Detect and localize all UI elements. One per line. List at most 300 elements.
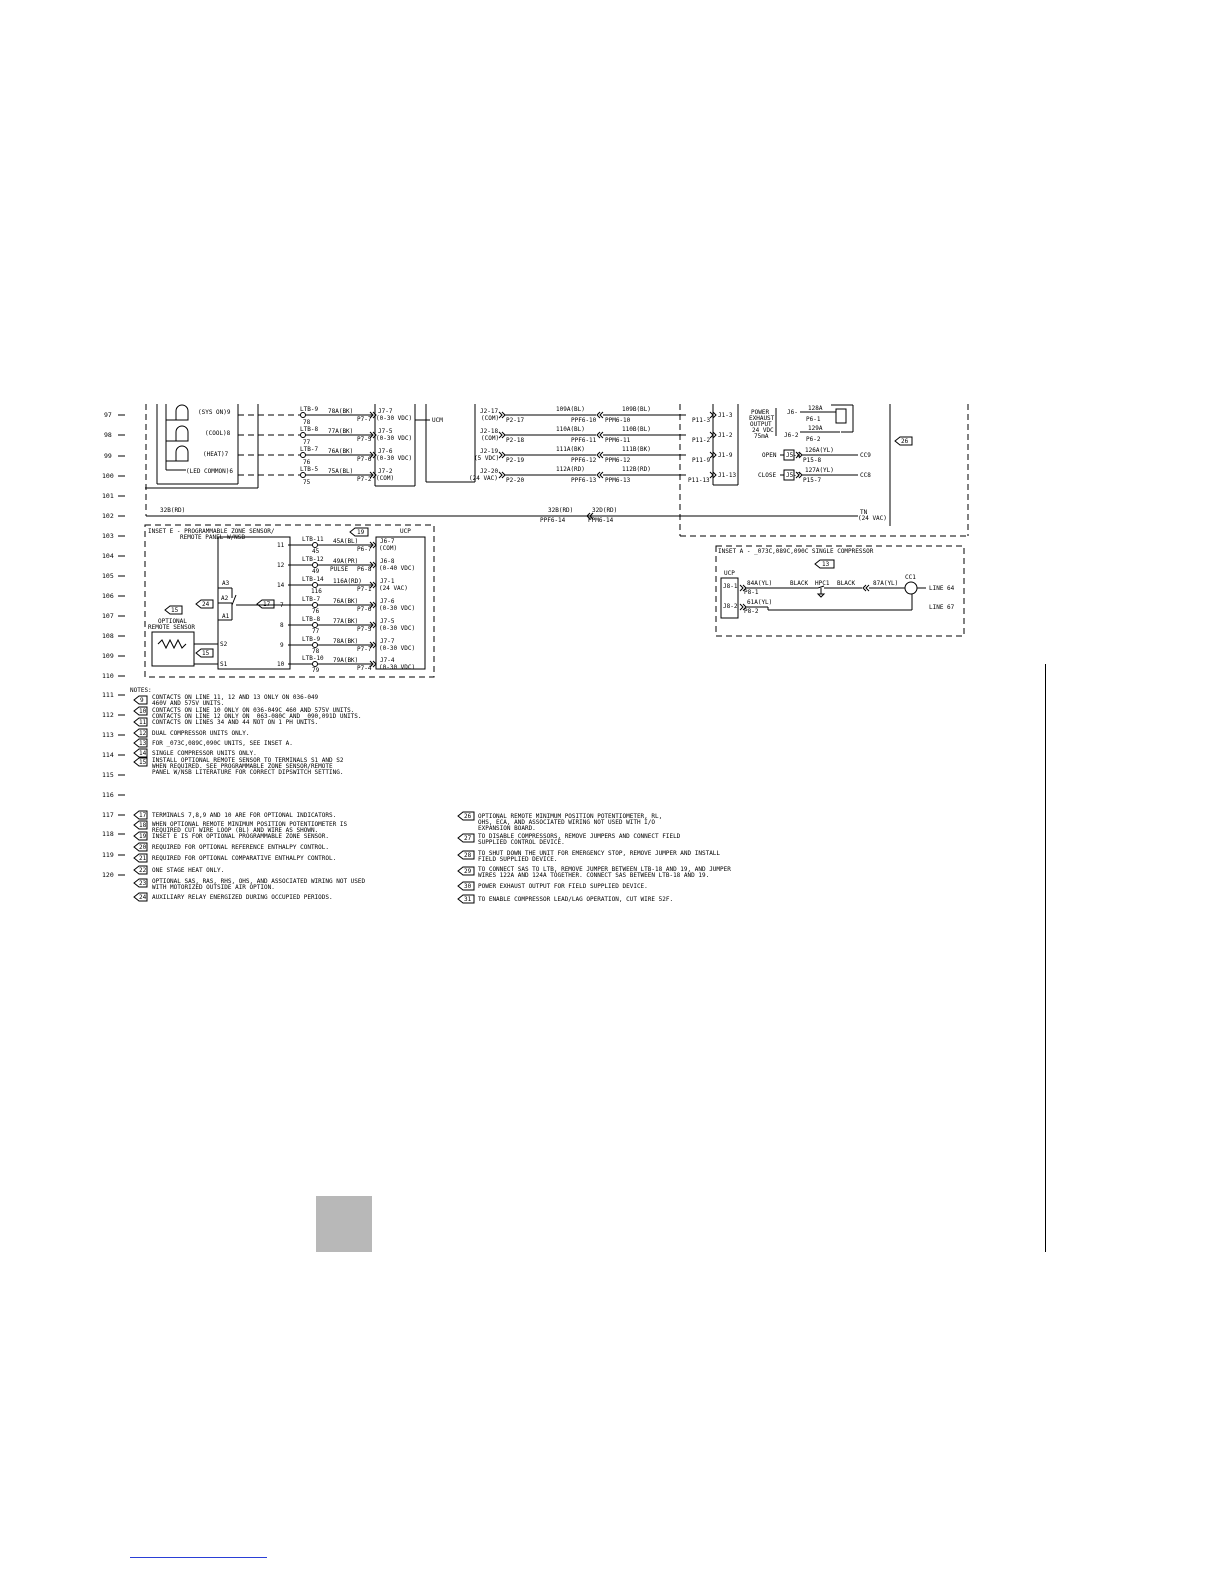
svg-text:LTB-11: LTB-11 — [302, 536, 324, 543]
svg-text:LTB-7: LTB-7 — [302, 596, 321, 603]
volt-label: (5 VDC) — [474, 455, 500, 462]
wire-label: 111A(BK) — [556, 446, 585, 453]
svg-text:13: 13 — [822, 561, 830, 568]
wire-label: 77A(BK) — [328, 428, 354, 435]
ltb-num: 76 — [303, 459, 311, 466]
svg-text:78: 78 — [312, 648, 320, 655]
led-sys-on-label: (SYS ON)9 — [198, 409, 231, 416]
svg-text:84A(YL): 84A(YL) — [747, 580, 773, 587]
svg-text:116A(RD): 116A(RD) — [333, 578, 362, 585]
j2-rows — [469, 406, 736, 484]
led-sys-on — [166, 405, 231, 420]
svg-text:P7-7: P7-7 — [357, 646, 372, 653]
svg-text:EXPANSION BOARD.: EXPANSION BOARD. — [478, 825, 536, 832]
callout-26 — [895, 437, 912, 445]
power-exhaust-label: EXHAUST — [749, 415, 775, 422]
svg-text:A3: A3 — [222, 580, 230, 587]
svg-text:LTB-14: LTB-14 — [302, 576, 324, 583]
plug-label: P7-2 — [357, 476, 372, 483]
line-number: 115 — [102, 771, 114, 779]
volt-label: (0-30 VDC) — [376, 435, 413, 442]
line-number: 114 — [102, 751, 114, 759]
svg-text:17: 17 — [263, 601, 271, 608]
relay-coil — [836, 409, 846, 423]
line-number: 113 — [102, 731, 114, 739]
ppm-label: PPM6-10 — [605, 417, 631, 424]
svg-text:INSTALL OPTIONAL REMOTE SENSOR: INSTALL OPTIONAL REMOTE SENSOR TO TERMINALS S1 AND S2 — [152, 757, 344, 764]
plug-label: P15-7 — [803, 477, 822, 484]
svg-text:WIRES 122A AND 124A TOGETHER.: WIRES 122A AND 124A TOGETHER. CONNECT SAS BETWEEN LTB-18 AND 19. — [478, 872, 710, 879]
svg-text:BLACK: BLACK — [837, 580, 856, 587]
note-item — [134, 866, 224, 874]
note-item — [458, 866, 731, 879]
svg-text:24: 24 — [202, 601, 210, 608]
svg-text:11: 11 — [277, 542, 285, 549]
svg-text:9: 9 — [280, 642, 284, 649]
svg-text:REMOTE SENSOR: REMOTE SENSOR — [148, 624, 195, 631]
note-item — [134, 811, 336, 819]
plug-label: P6-1 — [806, 416, 821, 423]
svg-text:TO SHUT DOWN THE UNIT FOR EMER: TO SHUT DOWN THE UNIT FOR EMERGENCY STOP, REMOVE JUMPER AND INSTALL — [478, 850, 721, 857]
plug-label: P2-17 — [506, 417, 525, 424]
ucp-label: UCP — [400, 528, 411, 535]
wire-label: 75A(BL) — [328, 468, 354, 475]
remote-sensor-box — [152, 632, 194, 666]
wire-label: 110B(BL) — [622, 426, 651, 433]
bottom-link-underline[interactable] — [130, 1557, 267, 1558]
svg-text:116: 116 — [311, 588, 322, 595]
svg-text:LTB-8: LTB-8 — [302, 616, 321, 623]
svg-text:J7-6: J7-6 — [380, 598, 395, 605]
plug-label: P7-5 — [357, 436, 372, 443]
svg-text:13: 13 — [139, 740, 147, 747]
svg-text:TO CONNECT SAS TO LTB, REMOVE: TO CONNECT SAS TO LTB, REMOVE JUMPER BETWEEN LTB-18 AND 19, AND JUMPER — [478, 866, 731, 873]
line-number: 116 — [102, 791, 114, 799]
plug-label: P6-2 — [806, 436, 821, 443]
jack-label: J7-7 — [378, 408, 393, 415]
svg-text:24: 24 — [139, 894, 147, 901]
svg-text:CONTACTS ON LINE 10 ONLY ON 03: CONTACTS ON LINE 10 ONLY ON 036-049C 460 AND 575V UNITS. — [152, 707, 355, 714]
led-cool — [166, 426, 231, 441]
svg-text:7: 7 — [280, 602, 284, 609]
inset-e-row — [277, 576, 408, 595]
svg-text:A2: A2 — [221, 595, 229, 602]
inset-e-row — [280, 596, 415, 615]
svg-text:12: 12 — [277, 562, 285, 569]
wire-label: 128A — [808, 405, 823, 412]
wire-label: 76A(BK) — [328, 448, 354, 455]
line-number: 120 — [102, 871, 114, 879]
svg-text:LTB-10: LTB-10 — [302, 655, 324, 662]
inset-a — [716, 546, 964, 636]
svg-text:J7-4: J7-4 — [380, 657, 395, 664]
ltb-term: LTB-5 — [300, 466, 319, 473]
svg-text:22: 22 — [139, 867, 147, 874]
svg-text:AUXILIARY RELAY ENERGIZED DURI: AUXILIARY RELAY ENERGIZED DURING OCCUPIED PERIODS. — [152, 894, 333, 901]
jack-label: J5-7 — [786, 472, 801, 479]
svg-text:P7-1: P7-1 — [357, 586, 372, 593]
svg-text:OPTIONAL: OPTIONAL — [158, 618, 187, 625]
wire-label: 129A — [808, 425, 823, 432]
line-number: 118 — [102, 830, 114, 838]
wire-label: 78A(BK) — [328, 408, 354, 415]
svg-text:J7-1: J7-1 — [380, 578, 395, 585]
volt-label: (0-30 VDC) — [376, 455, 413, 462]
svg-text:P7-6: P7-6 — [357, 606, 372, 613]
gray-placeholder-block — [316, 1196, 372, 1252]
ppm-label: PPM6-11 — [605, 437, 631, 444]
note-item — [134, 843, 329, 851]
tn-volt-label: (24 VAC) — [858, 515, 887, 522]
callout-24 — [196, 600, 213, 608]
jack-label: J6- — [787, 409, 798, 416]
svg-text:SUPPLIED CONTROL DEVICE.: SUPPLIED CONTROL DEVICE. — [478, 839, 565, 846]
svg-text:TERMINALS 7,8,9 AND 10 ARE FOR: TERMINALS 7,8,9 AND 10 ARE FOR OPTIONAL INDICATORS. — [152, 812, 337, 819]
jack-label: J2-17 — [480, 408, 499, 415]
volt-label: (COM) — [481, 415, 500, 422]
svg-text:45A(BL): 45A(BL) — [333, 538, 359, 545]
jack-label: J7-5 — [378, 428, 393, 435]
ppm-label: PPM6-13 — [605, 477, 631, 484]
led-heat-label: (HEAT)7 — [203, 451, 229, 458]
note-item — [134, 718, 318, 726]
svg-text:CONTACTS ON LINE 11, 12 AND 13: CONTACTS ON LINE 11, 12 AND 13 ONLY ON 036-049 — [152, 694, 319, 701]
notes-header: NOTES: — [130, 687, 152, 694]
svg-text:OHS, ECA, AND ASSOCIATED WIRIN: OHS, ECA, AND ASSOCIATED WIRING NOT USED WITH I/O — [478, 819, 656, 826]
svg-text:23: 23 — [139, 880, 147, 887]
wire-label: 32D(RD) — [592, 507, 618, 514]
volt-label: (COM) — [481, 435, 500, 442]
svg-text:(0-30 VDC): (0-30 VDC) — [379, 645, 416, 652]
line-number: 106 — [102, 592, 114, 600]
line-number: 111 — [102, 691, 114, 699]
volt-label: (24 VAC) — [469, 475, 498, 482]
svg-text:CONTACTS ON LINES 34 AND 44 NO: CONTACTS ON LINES 34 AND 44 NOT ON 1 PH UNITS. — [152, 719, 319, 726]
inset-e-row — [277, 536, 397, 555]
svg-text:J6-7: J6-7 — [380, 538, 395, 545]
svg-text:LINE 64: LINE 64 — [929, 585, 955, 592]
line-number: 98 — [104, 431, 112, 439]
callout-15-a — [165, 606, 182, 614]
damper-open-close — [758, 447, 871, 484]
cc1-coil — [905, 582, 917, 594]
svg-text:CONTACTS ON LINE 12 ONLY ON _0: CONTACTS ON LINE 12 ONLY ON _063-080C AND _090,091D UNITS. — [152, 713, 362, 720]
svg-text:79: 79 — [312, 667, 320, 674]
plug-label: P2-20 — [506, 477, 525, 484]
power-exhaust-label: 75mA — [754, 433, 769, 440]
inset-e-row — [277, 556, 415, 575]
note-item — [134, 878, 366, 891]
callout-17 — [257, 600, 274, 608]
svg-text:S1: S1 — [220, 661, 228, 668]
plug-label: P7-6 — [357, 456, 372, 463]
line-number: 108 — [102, 632, 114, 640]
svg-text:ONE STAGE HEAT ONLY.: ONE STAGE HEAT ONLY. — [152, 867, 225, 874]
line-number: 110 — [102, 672, 114, 680]
svg-text:J8-2: J8-2 — [723, 603, 738, 610]
p11-label: P11-9 — [692, 457, 711, 464]
wire-label: 32B(RD) — [548, 507, 574, 514]
svg-text:TO DISABLE COMPRESSORS, REMOVE: TO DISABLE COMPRESSORS, REMOVE JUMPERS AND CONNECT FIELD — [478, 833, 681, 840]
line-number: 102 — [102, 512, 114, 520]
volt-label: (COM) — [376, 475, 395, 482]
power-exhaust — [749, 405, 912, 445]
led-cool-label: (COOL)8 — [205, 430, 231, 437]
notes-section — [130, 687, 152, 694]
jack-label: J2-19 — [480, 448, 499, 455]
svg-text:REQUIRED CUT WIRE LOOP (BL) AN: REQUIRED CUT WIRE LOOP (BL) AND WIRE AS SHOWN. — [152, 827, 319, 834]
resistor-icon — [158, 640, 186, 648]
line-number-ticks — [118, 415, 125, 875]
svg-text:21: 21 — [139, 855, 147, 862]
inset-e-row — [280, 616, 415, 635]
svg-text:45: 45 — [312, 548, 320, 555]
svg-text:(0-30 VDC): (0-30 VDC) — [379, 605, 416, 612]
p11-label: P11-2 — [692, 437, 711, 444]
inset-e-row — [280, 636, 415, 655]
ppf-label: PPF6-13 — [571, 477, 597, 484]
svg-text:15: 15 — [202, 650, 210, 657]
svg-text:FIELD SUPPLIED DEVICE.: FIELD SUPPLIED DEVICE. — [478, 856, 558, 863]
line-number: 101 — [102, 492, 114, 500]
svg-text:8: 8 — [280, 622, 284, 629]
ltb-rows — [238, 406, 412, 486]
svg-text:(0-40 VDC): (0-40 VDC) — [379, 565, 416, 572]
note-item — [458, 812, 662, 832]
svg-text:14: 14 — [277, 582, 285, 589]
inset-a-title: INSET A - _073C,089C,090C SINGLE COMPRESSOR — [718, 548, 874, 555]
svg-text:15: 15 — [139, 759, 147, 766]
end-label: CC8 — [860, 472, 871, 479]
svg-text:17: 17 — [139, 812, 147, 819]
svg-text:29: 29 — [464, 868, 472, 875]
svg-text:31: 31 — [464, 896, 472, 903]
svg-text:18: 18 — [139, 822, 147, 829]
ltb-num: 77 — [303, 439, 311, 446]
end-label: CC9 — [860, 452, 871, 459]
svg-text:19: 19 — [357, 529, 365, 536]
svg-text:19: 19 — [139, 833, 147, 840]
svg-text:HPC1: HPC1 — [815, 580, 830, 587]
svg-text:(0-30 VDC): (0-30 VDC) — [379, 664, 416, 671]
svg-text:CC1: CC1 — [905, 574, 916, 581]
svg-text:76A(BK): 76A(BK) — [333, 598, 359, 605]
jack-label: J2-18 — [480, 428, 499, 435]
wire-label: 126A(YL) — [805, 447, 834, 454]
callout-15-b — [196, 649, 213, 657]
svg-text:OPTIONAL REMOTE MINIMUM POSITI: OPTIONAL REMOTE MINIMUM POSITION POTENTIOMETER, RL, — [478, 813, 663, 820]
power-exhaust-label: 24 VDC — [752, 427, 774, 434]
j1-label: J1-3 — [718, 412, 733, 419]
svg-text:PULSE: PULSE — [330, 566, 349, 573]
svg-text:49: 49 — [312, 568, 320, 575]
svg-text:LTB-9: LTB-9 — [302, 636, 321, 643]
svg-text:POWER EXHAUST OUTPUT FOR FIELD: POWER EXHAUST OUTPUT FOR FIELD SUPPLIED DEVICE. — [478, 883, 648, 890]
plug-label: P15-8 — [803, 457, 822, 464]
svg-text:J7-7: J7-7 — [380, 638, 395, 645]
ppf-label: PPF6-14 — [540, 517, 566, 524]
svg-text:WHEN OPTIONAL REMOTE MINIMUM P: WHEN OPTIONAL REMOTE MINIMUM POSITION POTENTIOMETER IS — [152, 821, 348, 828]
notes-right — [458, 812, 731, 903]
svg-text:(COM): (COM) — [379, 545, 398, 552]
line-number: 112 — [102, 711, 114, 719]
jack-label: J5-8 — [786, 452, 801, 459]
note-item — [134, 749, 257, 757]
svg-text:27: 27 — [464, 835, 472, 842]
wire-label: 112A(RD) — [556, 466, 585, 473]
wire-label: 111B(BK) — [622, 446, 651, 453]
ltb-term: LTB-7 — [300, 446, 319, 453]
svg-text:A1: A1 — [222, 613, 230, 620]
plug-label: P7-7 — [357, 416, 372, 423]
line-number: 109 — [102, 652, 114, 660]
svg-text:DUAL COMPRESSOR UNITS ONLY.: DUAL COMPRESSOR UNITS ONLY. — [152, 730, 250, 737]
note-item — [134, 893, 333, 901]
inset-e-subtitle: REMOTE PANEL W/NSB — [180, 534, 246, 541]
svg-text:S2: S2 — [220, 641, 228, 648]
svg-text:J6-8: J6-8 — [380, 558, 395, 565]
note-item — [134, 832, 329, 840]
note-item — [134, 729, 250, 737]
led-panel — [145, 404, 258, 516]
svg-text:P6-7: P6-7 — [357, 546, 372, 553]
line-number-column — [102, 411, 114, 879]
svg-text:11: 11 — [139, 719, 147, 726]
jack-label: J2-20 — [480, 468, 499, 475]
svg-text:12: 12 — [139, 730, 147, 737]
power-exhaust-label: POWER — [751, 409, 770, 416]
svg-text:9: 9 — [140, 697, 144, 704]
line-number: 107 — [102, 612, 114, 620]
led-heat — [166, 446, 229, 461]
plug-label: P2-18 — [506, 437, 525, 444]
svg-text:P8-2: P8-2 — [744, 608, 759, 615]
line-number: 100 — [102, 472, 114, 480]
svg-text:P8-1: P8-1 — [744, 589, 759, 596]
svg-text:OPTIONAL SAS, RAS, RHS, OHS, A: OPTIONAL SAS, RAS, RHS, OHS, AND ASSOCIATED WIRING NOT USED — [152, 878, 366, 885]
p11-label: P11-13 — [688, 477, 710, 484]
svg-text:49A(PR): 49A(PR) — [333, 558, 359, 565]
line-number: 117 — [102, 811, 114, 819]
svg-text:BLACK: BLACK — [790, 580, 809, 587]
svg-text:26: 26 — [901, 438, 909, 445]
svg-text:26: 26 — [464, 813, 472, 820]
svg-text:TO ENABLE COMPRESSOR LEAD/LAG: TO ENABLE COMPRESSOR LEAD/LAG OPERATION, CUT WIRE 52F. — [478, 896, 674, 903]
jack-label: J7-2 — [378, 468, 393, 475]
ppf-label: PPF6-12 — [571, 457, 597, 464]
wire-label: 109A(BL) — [556, 406, 585, 413]
ppf-label: PPF6-10 — [571, 417, 597, 424]
jack-label: J7-6 — [378, 448, 393, 455]
j1-label: J1-9 — [718, 452, 733, 459]
inset-e-title: INSET E - PROGRAMMABLE ZONE SENSOR/ — [148, 528, 275, 535]
svg-text:10: 10 — [277, 661, 285, 668]
line-number: 105 — [102, 572, 114, 580]
j1-label: J1-13 — [718, 472, 737, 479]
svg-text:LTB-12: LTB-12 — [302, 556, 324, 563]
right-margin-rule — [1045, 664, 1046, 1252]
note-item — [458, 850, 720, 863]
svg-text:14: 14 — [139, 750, 147, 757]
inset-e — [145, 525, 434, 677]
svg-text:INSET E IS FOR OPTIONAL PROGRA: INSET E IS FOR OPTIONAL PROGRAMMABLE ZONE SENSOR. — [152, 833, 330, 840]
note-item — [458, 882, 648, 890]
svg-text:WHEN REQUIRED. SEE PROGRAMMABL: WHEN REQUIRED. SEE PROGRAMMABLE ZONE SENSOR/REMOTE — [152, 763, 333, 770]
wire-label: 110A(BL) — [556, 426, 585, 433]
svg-text:(24 VAC): (24 VAC) — [379, 585, 408, 592]
callout-19 — [350, 528, 368, 536]
note-item — [458, 895, 673, 903]
svg-text:REQUIRED FOR OPTIONAL REFERENC: REQUIRED FOR OPTIONAL REFERENCE ENTHALPY CONTROL. — [152, 844, 330, 851]
ltb-term: LTB-9 — [300, 406, 319, 413]
close-label: CLOSE — [758, 472, 777, 479]
line-number: 119 — [102, 851, 114, 859]
svg-text:SINGLE COMPRESSOR UNITS ONLY.: SINGLE COMPRESSOR UNITS ONLY. — [152, 750, 257, 757]
line-number: 103 — [102, 532, 114, 540]
plug-label: P2-19 — [506, 457, 525, 464]
jack-label: J6-2 — [784, 432, 799, 439]
svg-text:87A(YL): 87A(YL) — [873, 580, 899, 587]
line-number: 99 — [104, 452, 112, 460]
p11-label: P11-3 — [692, 417, 711, 424]
wire-label: 127A(YL) — [805, 467, 834, 474]
ppm-label: PPM6-12 — [605, 457, 631, 464]
ltb-num: 78 — [303, 419, 311, 426]
svg-text:10: 10 — [139, 708, 147, 715]
note-item — [134, 739, 293, 747]
svg-text:77A(BK): 77A(BK) — [333, 618, 359, 625]
line-number: 97 — [104, 411, 112, 419]
svg-text:FOR _073C,089C,090C UNITS, SEE: FOR _073C,089C,090C UNITS, SEE INSET A. — [152, 740, 293, 747]
power-exhaust-label: OUTPUT — [750, 421, 772, 428]
wire-label: 112B(RD) — [622, 466, 651, 473]
svg-text:30: 30 — [464, 883, 472, 890]
svg-text:P7-4: P7-4 — [357, 665, 372, 672]
line-number: 104 — [102, 552, 114, 560]
svg-text:61A(YL): 61A(YL) — [747, 599, 773, 606]
ucm-label: UCM — [432, 417, 443, 424]
row-102-wire — [146, 507, 887, 524]
svg-text:460V AND 575V UNITS.: 460V AND 575V UNITS. — [152, 700, 225, 707]
tn-label: TN — [860, 509, 868, 516]
svg-text:P6-8: P6-8 — [357, 566, 372, 573]
svg-text:79A(BK): 79A(BK) — [333, 657, 359, 664]
svg-text:78A(BK): 78A(BK) — [333, 638, 359, 645]
svg-text:REQUIRED FOR OPTIONAL COMPARAT: REQUIRED FOR OPTIONAL COMPARATIVE ENTHALPY CONTROL. — [152, 855, 337, 862]
svg-text:76: 76 — [312, 608, 320, 615]
note-item — [134, 854, 336, 862]
svg-text:WITH MOTORIZED OUTSIDE AIR OPT: WITH MOTORIZED OUTSIDE AIR OPTION. — [152, 884, 275, 891]
volt-label: (0-30 VDC) — [376, 415, 413, 422]
inset-e-row — [277, 655, 415, 674]
svg-text:77: 77 — [312, 628, 320, 635]
notes-left — [134, 694, 366, 901]
wire-label: 32B(RD) — [160, 507, 186, 514]
svg-text:P7-5: P7-5 — [357, 626, 372, 633]
callout-13 — [815, 560, 834, 568]
svg-text:20: 20 — [139, 844, 147, 851]
j1-label: J1-2 — [718, 432, 733, 439]
wire-label: 109B(BL) — [622, 406, 651, 413]
svg-text:PANEL W/NSB LITERATURE FOR COR: PANEL W/NSB LITERATURE FOR CORRECT DIPSWITCH SETTING. — [152, 769, 344, 776]
ppf-label: PPF6-11 — [571, 437, 597, 444]
ucp-label: UCP — [724, 570, 735, 577]
ltb-num: 75 — [303, 479, 311, 486]
svg-text:15: 15 — [171, 607, 179, 614]
ppm-label: PPM6-14 — [588, 517, 614, 524]
svg-text:J7-5: J7-5 — [380, 618, 395, 625]
svg-text:LINE 67: LINE 67 — [929, 604, 955, 611]
